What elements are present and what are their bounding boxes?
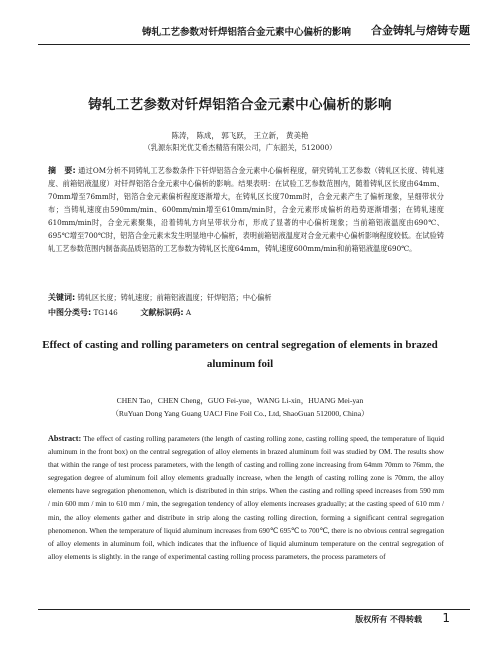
doc-code-value: A [185, 308, 192, 317]
chinese-keywords [48, 292, 448, 303]
header-divider [38, 44, 470, 45]
running-title: 铸轧工艺参数对钎焊铝箔合金元素中心偏析的影响 [142, 27, 352, 38]
doc-code-label: 文献标识码: [140, 308, 184, 317]
chinese-keywords-label: 关键词: [48, 293, 76, 302]
chinese-authors: 陈涛， 陈成， 郭飞跃， 王立新， 黄美艳 [171, 131, 309, 140]
chinese-keywords-text: 铸轧区长度；铸轧速度；前箱铝液温度；钎焊铝箔；中心偏析 [77, 293, 272, 302]
chinese-abstract-label: 摘 要: [48, 166, 76, 175]
chinese-title: 铸轧工艺参数对钎焊铝箔合金元素中心偏析的影响 [88, 97, 392, 113]
clc-value: TG146 [93, 308, 118, 317]
english-abstract-label: Abstract: [48, 434, 82, 443]
clc-label: 中图分类号: [48, 308, 92, 317]
english-authors: CHEN Tao，CHEN Cheng，GUO Fei-yue，WANG Li-xin，HUANG Mei-yan [116, 396, 364, 405]
english-affiliation: （RuYuan Dong Yang Guang UACJ Fine Foil Co., Ltd, ShaoGuan 512000, China） [111, 409, 369, 418]
page-number: 1 [442, 611, 450, 625]
classification-line [48, 307, 448, 318]
copyright-notice: 版权所有 不得转载 [355, 615, 422, 624]
english-abstract [48, 432, 444, 563]
english-abstract-text: The effect of casting rolling parameters (the length of casting rolling zone, casting rolling speed, the temperature of liquid aluminum in the front box) on the central segregation of alloy elements in brazed aluminum foil was studied by OM. The results show that within the range of test process parameters, with the length of casting and rolling zone increasing from 64mm 70mm to 76mm, the segregation degree of aluminum foil alloy elements gradually increase, when the length of casting rolling zone is 70mm, the alloy elements have segregation phenomenon, which is distributed in thin strips. When the casting and rolling speed increases from 590 mm / min 600 mm / min to 610 mm / min, the segregation tendency of alloy elements increases gradually; at the casting speed of 610 mm / min, the alloy elements gather and distribute in strip along the casting rolling direction, forming a significant central segregation phenomenon. When the temperature of liquid aluminum increases from 690℃ 695℃ to 700℃, there is no obvious central segregation of alloy elements in aluminum foil, which indicates that the influence of liquid aluminum temperature on the central segregation of alloy elements is slightly. in the range of experimental casting rolling process parameters, the process parameters of [48, 434, 444, 561]
section-title: 合金铸轧与熔铸专题 [371, 24, 470, 37]
chinese-abstract [48, 164, 444, 255]
chinese-abstract-text: 通过OM分析不同铸轧工艺参数条件下钎焊铝箔合金元素中心偏析程度，研究铸轧工艺参数（铸轧区长度、铸轧速度、前箱铝液温度）对钎焊铝箔合金元素中心偏析的影响。结果表明：在试验工艺参数范围内，随着铸轧区长度由64mm、70mm增至76mm时，铝箔合金元素偏析程度逐渐增大，在铸轧区长度70mm时，合金元素产生了偏析现象，呈细带状分布；当铸轧速度由590mm/min、600mm/min增至610mm/min时，合金元素形成偏析的趋势逐渐增强；在铸轧速度610mm/min时，合金元素聚集，沿着铸轧方向呈带状分布，形成了显著的中心偏析现象；当前箱铝液温度由690℃、695℃增至700℃时，铝箔合金元素未发生明显地中心偏析，表明前箱铝液温度对合金元素中心偏析影响程度较低。在试验铸轧工艺参数范围内制备高品质铝箔的工艺参数为铸轧区长度64mm，铸轧速度600mm/min和前箱铝液温度690℃。 [48, 166, 444, 253]
running-header [38, 22, 470, 40]
english-title: Effect of casting and rolling parameters on central segregation of elements in brazed aluminum foil [42, 339, 438, 370]
chinese-affiliation: （乳源东阳光优艾希杰精箔有限公司，广东韶关，512000） [143, 143, 337, 152]
footer-divider [38, 609, 470, 610]
